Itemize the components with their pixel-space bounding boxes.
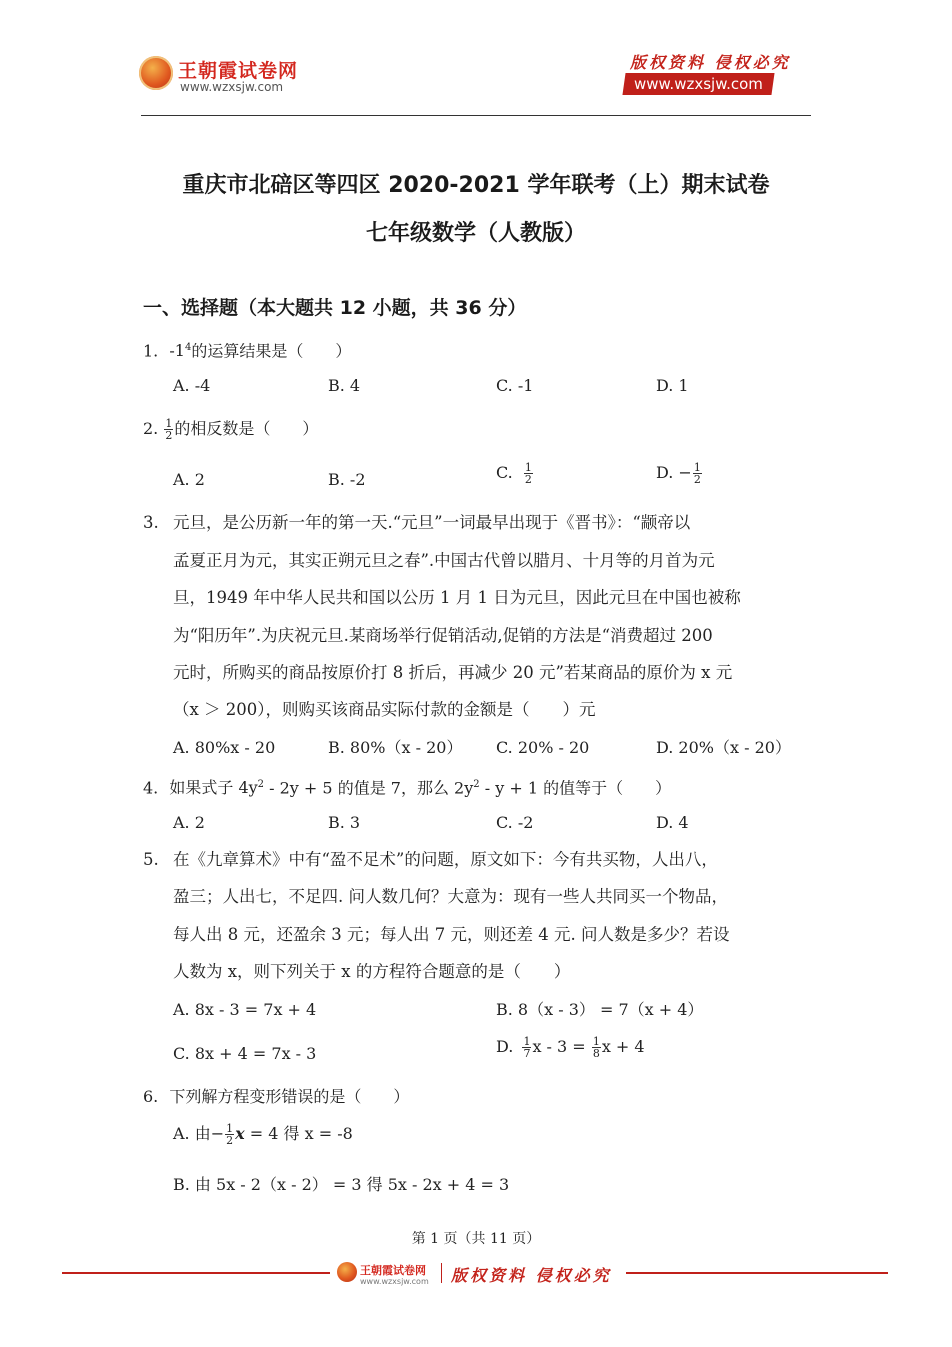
q2-option-b: B. -2: [328, 470, 366, 489]
brand-name: 王朝霞试卷网: [178, 60, 299, 82]
footer-brand-name: 王朝霞试卷网: [360, 1264, 426, 1277]
q5-option-b: B. 8（x - 3） = 7（x + 4）: [496, 1000, 704, 1019]
q6-stem: 下列解方程变形错误的是（ ）: [169, 1087, 410, 1106]
brand-url[interactable]: www.wzxsjw.com: [180, 80, 284, 94]
q1-stem: 的运算结果是（ ）: [191, 341, 352, 361]
q4-option-d: D. 4: [656, 813, 689, 832]
q3-line-5: 元时，所购买的商品按原价打 8 折后，再减少 20 元”若某商品的原价为 x 元: [173, 663, 733, 682]
question-4: 4. 如果式子 $4y^2 - 2y + 5$ 的值是 7，那么 $2y^2 - y + 1$ 的值等于（ ）: [143, 778, 672, 798]
q3-line-3: 旦，1949 年中华人民共和国以公历 1 月 1 日为元旦，因此元旦在中国也被称: [173, 588, 741, 607]
q3-option-d: D. 20%（x - 20）: [656, 738, 791, 757]
question-5-number: 5.: [143, 850, 159, 869]
q1-option-b: B. 4: [328, 376, 361, 395]
q1-exponent: 4: [184, 342, 192, 353]
footer-brand-url[interactable]: www.wzxsjw.com: [360, 1277, 429, 1286]
question-number: 4.: [143, 778, 159, 798]
q2-option-d: D. − $\frac{1}{2}$: [656, 461, 701, 486]
footer-line-left: [62, 1272, 330, 1274]
q5-line-2: 盈三；人出七，不足四. 问人数几何？大意为：现有一些人共同买一个物品，: [173, 887, 728, 906]
q3-option-b: B. 80%（x - 20）: [328, 738, 463, 757]
question-3-number: 3.: [143, 513, 159, 532]
q5-option-d: D. $\frac{1}{7}$ x - 3 = $\frac{1}{8}$ x + 4: [496, 1035, 645, 1060]
q4-option-b: B. 3: [328, 813, 361, 832]
q2-stem: 的相反数是（ ）: [174, 419, 319, 438]
q2-option-a: A. 2: [173, 470, 205, 489]
header-divider: [141, 115, 811, 116]
q1-option-a: A. -4: [173, 376, 211, 395]
q5-option-c: C. 8x + 4 = 7x - 3: [173, 1044, 317, 1063]
question-number: 1.: [143, 341, 159, 361]
copyright-notice: 版权资料 侵权必究: [630, 53, 791, 72]
q5-line-1: 在《九章算术》中有“盈不足术”的问题，原文如下：今有共买物，人出八，: [173, 850, 718, 869]
title-line-1: 重庆市北碚区等四区 2020-2021 学年联考（上）期末试卷: [182, 173, 770, 198]
q3-option-c: C. 20% - 20: [496, 738, 590, 757]
question-6: [143, 1087, 409, 1107]
q3-line-1: 元旦，是公历新一年的第一天.“元旦”一词最早出现于《晋书》：“颛帝以: [173, 513, 691, 532]
question-number: 2.: [143, 419, 159, 438]
q1-option-d: D. 1: [656, 376, 689, 395]
question-number: 6.: [143, 1087, 159, 1106]
notice-url-box[interactable]: [622, 73, 774, 95]
q3-line-2: 孟夏正月为元，其实正朔元旦之春”.中国古代曾以腊月、十月等的月首为元: [173, 551, 715, 570]
q3-line-4: 为“阳历年”.为庆祝元旦.某商场举行促销活动,促销的方法是“消费超过 200: [173, 626, 713, 645]
notice-url: www.wzxsjw.com: [634, 75, 763, 93]
q2-fraction: $\frac{1}{2}$: [165, 417, 173, 442]
q1-option-c: C. -1: [496, 376, 534, 395]
section-heading: 一、选择题（本大题共 12 小题，共 36 分）: [143, 297, 527, 319]
footer-line-right: [626, 1272, 888, 1274]
footer-logo-icon: [337, 1262, 357, 1282]
logo-icon: [139, 56, 173, 90]
footer-separator: [441, 1263, 442, 1283]
q5-line-3: 每人出 8 元，还盈余 3 元；每人出 7 元，则还差 4 元. 问人数是多少？若设: [173, 925, 730, 944]
q6-option-a: A. 由− $\frac{1}{2}$ x = 4 得 x = -8: [173, 1122, 353, 1147]
q2-option-c: C. $\frac{1}{2}$: [496, 461, 532, 486]
q4-option-a: A. 2: [173, 813, 205, 832]
title-line-2: 七年级数学（人教版）: [365, 221, 586, 246]
page-number: 第 1 页（共 11 页）: [411, 1231, 541, 1247]
q1-base: -1: [169, 341, 185, 361]
q3-line-6: （x ＞ 200），则购买该商品实际付款的金额是（ ）元: [173, 700, 596, 719]
question-2: [143, 418, 318, 441]
q6-option-b: B. 由 5x - 2（x - 2） = 3 得 5x - 2x + 4 = 3: [173, 1175, 510, 1194]
footer-notice: 版权资料 侵权必究: [451, 1266, 612, 1285]
q4-option-c: C. -2: [496, 813, 534, 832]
q5-line-4: 人数为 x，则下列关于 x 的方程符合题意的是（ ）: [173, 962, 571, 981]
q3-option-a: A. 80%x - 20: [173, 738, 276, 757]
q5-option-a: A. 8x - 3 = 7x + 4: [173, 1000, 317, 1019]
question-1: [143, 338, 351, 361]
